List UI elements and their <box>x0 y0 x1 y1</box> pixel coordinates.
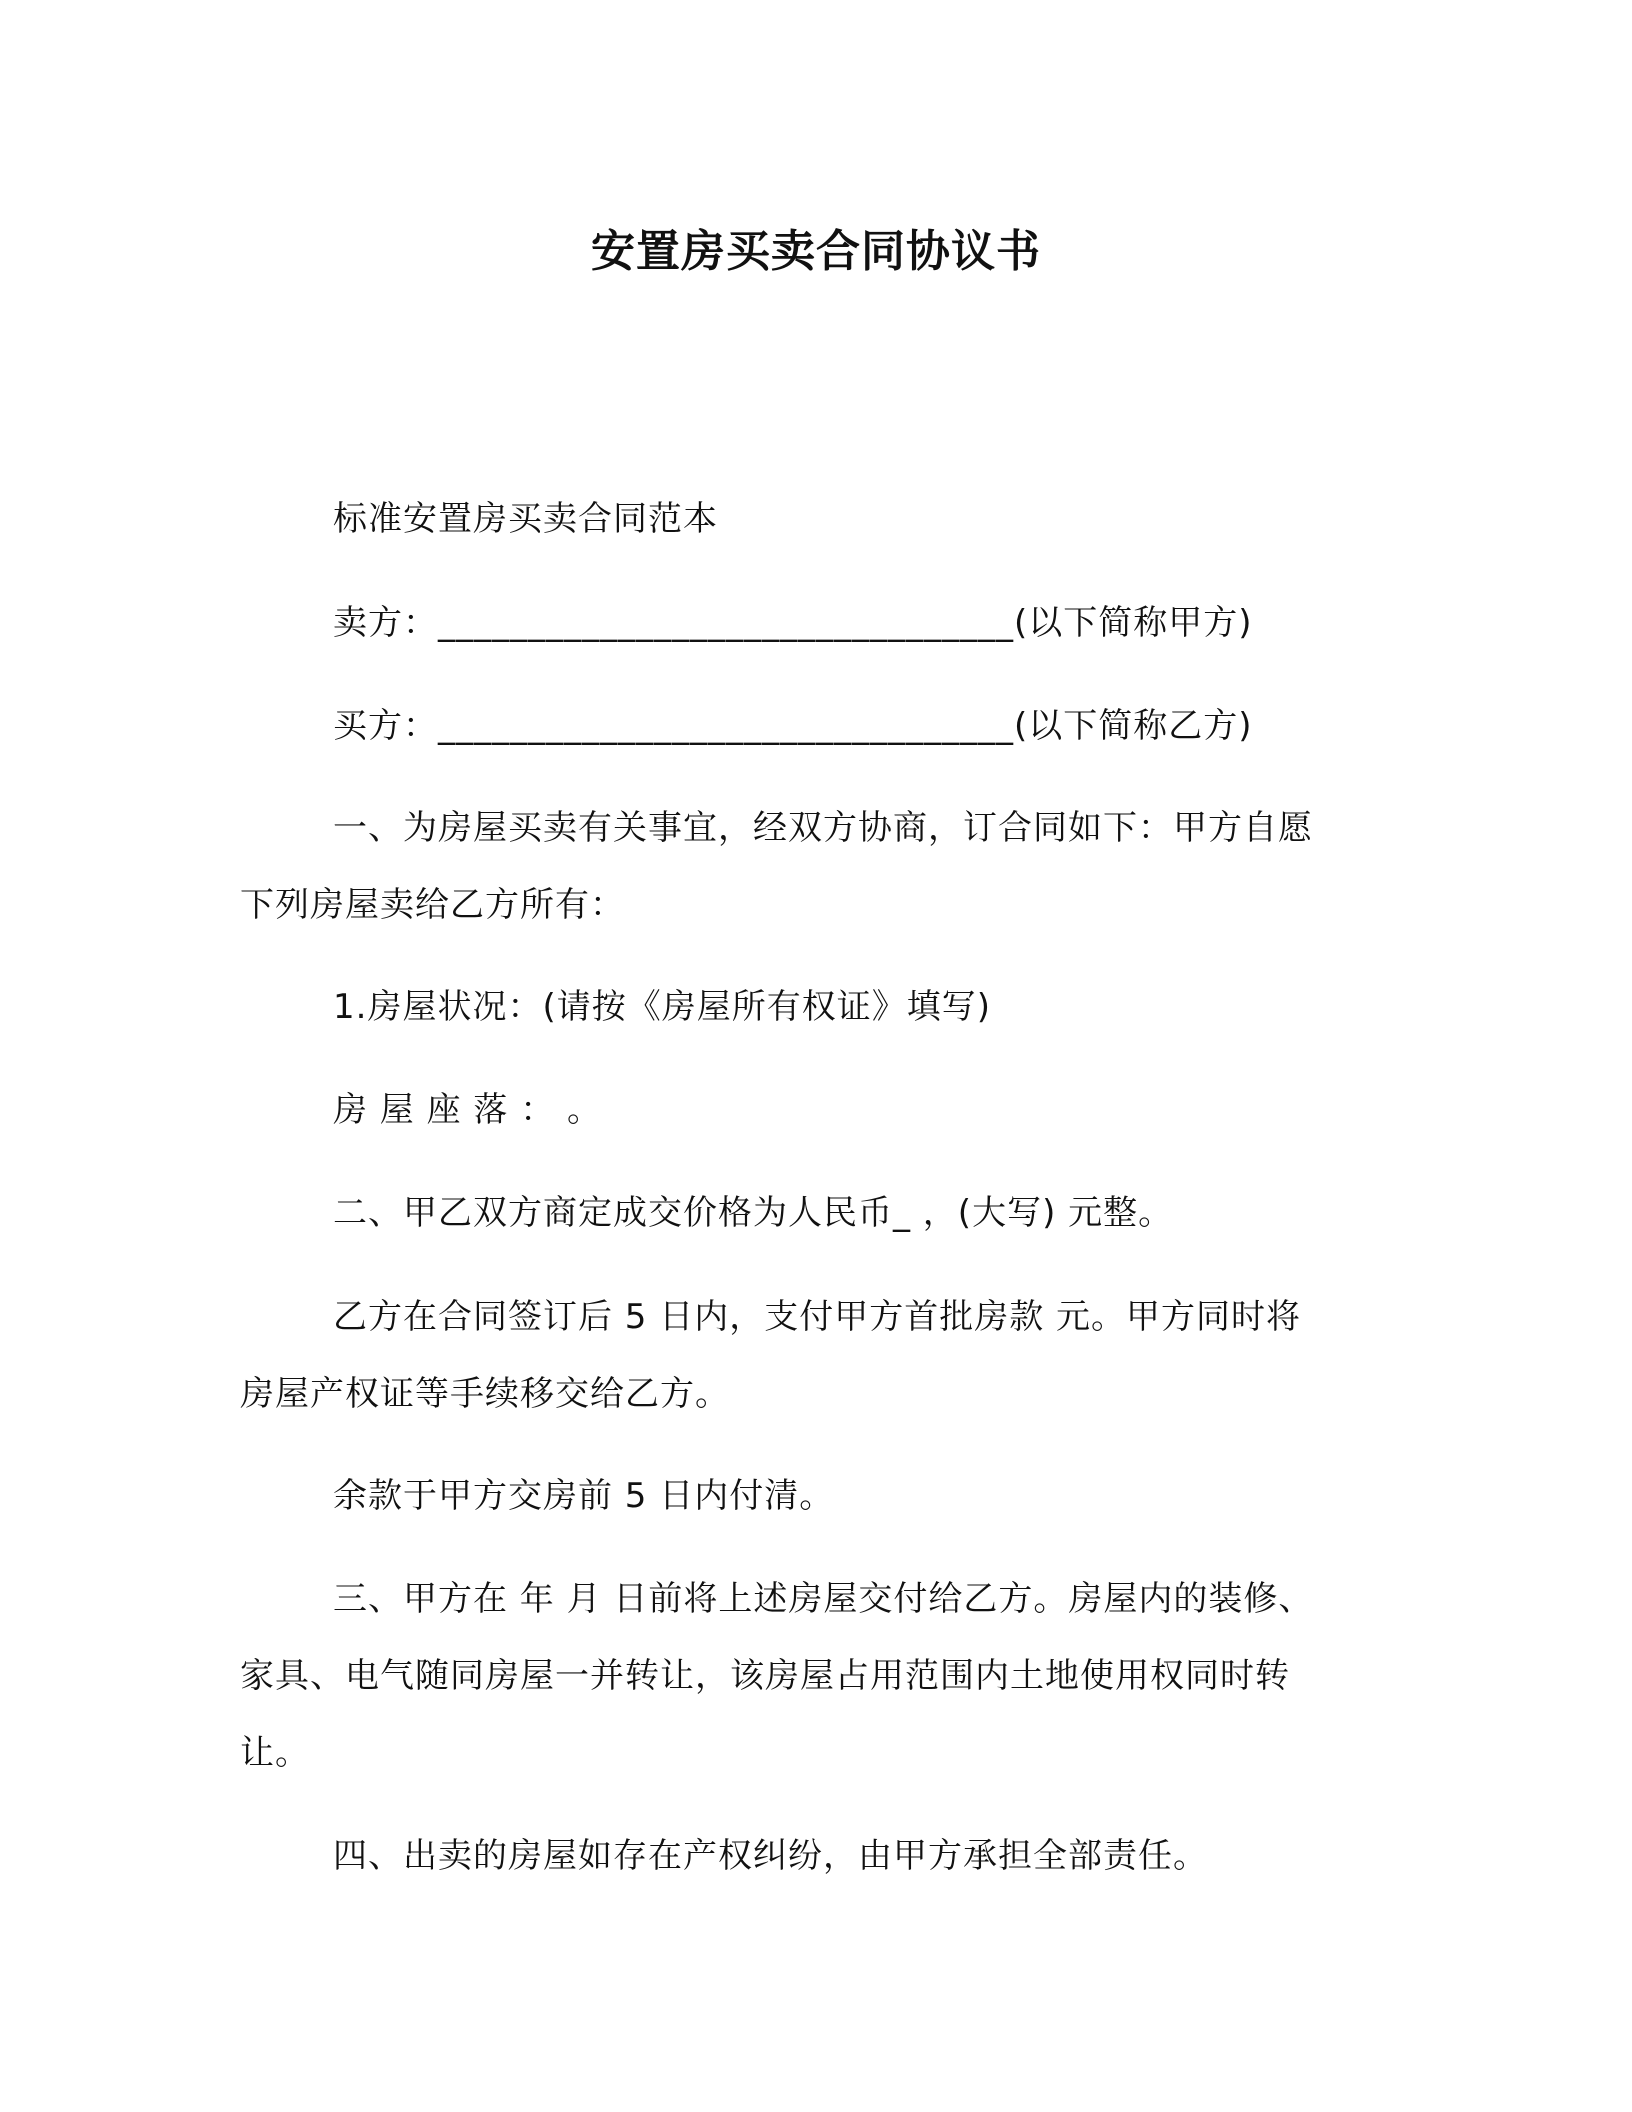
house-location: 房 屋 座 落 ： 。 <box>333 1090 603 1130</box>
document-title: 安置房买卖合同协议书 <box>591 226 1041 277</box>
clause-3-line-1: 三、甲方在 年 月 日前将上述房屋交付给乙方。房屋内的装修、 <box>333 1579 1314 1619</box>
house-status: 1.房屋状况：(请按《房屋所有权证》填写) <box>333 987 991 1027</box>
clause-3-line-2: 家具、电气随同房屋一并转让，该房屋占用范围内土地使用权同时转 <box>240 1656 1290 1696</box>
clause-1-line-1: 一、为房屋买卖有关事宜，经双方协商，订合同如下：甲方自愿 <box>333 808 1313 848</box>
clause-2: 二、甲乙双方商定成交价格为人民币_ ，(大写) 元整。 <box>333 1193 1174 1233</box>
clause-1-line-2: 下列房屋卖给乙方所有： <box>240 885 625 925</box>
payment-line-2: 房屋产权证等手续移交给乙方。 <box>240 1374 730 1414</box>
clause-4: 四、出卖的房屋如存在产权纠纷，由甲方承担全部责任。 <box>333 1836 1208 1876</box>
document-subtitle: 标准安置房买卖合同范本 <box>333 499 718 539</box>
payment-line-1: 乙方在合同签订后 5 日内，支付甲方首批房款 元。甲方同时将 <box>333 1297 1302 1337</box>
seller-line: 卖方：________________________________(以下简称甲方) <box>333 603 1253 643</box>
buyer-line: 买方：________________________________(以下简称乙方) <box>333 706 1253 746</box>
balance-line: 余款于甲方交房前 5 日内付清。 <box>333 1476 835 1516</box>
clause-3-line-3: 让。 <box>240 1733 310 1773</box>
